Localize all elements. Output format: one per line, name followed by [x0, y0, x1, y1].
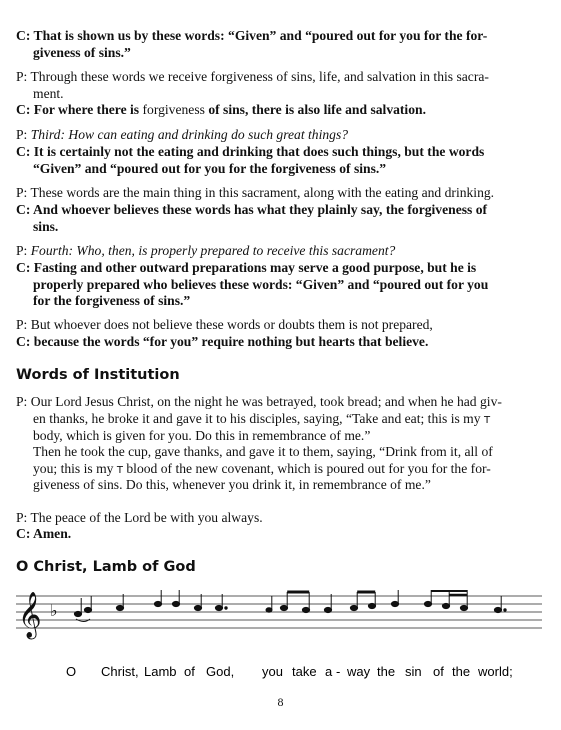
- flat-icon: ♭: [50, 601, 58, 620]
- section-heading-lamb-of-god: O Christ, Lamb of God: [16, 559, 196, 575]
- dialogue-line: P: Fourth: Who, then, is properly prepared to receive this sacrament?: [16, 243, 396, 258]
- institution-line: body, which is given for you. Do this in remembrance of me.”: [33, 428, 371, 443]
- note: [391, 601, 398, 606]
- note: [154, 601, 161, 606]
- dialogue-line: P: But whoever does not believe these words or doubts them is not prepared,: [16, 317, 433, 332]
- music-staff: [14, 590, 544, 660]
- lyric-syllable: of: [433, 664, 444, 679]
- lyric-syllable: the: [452, 664, 471, 679]
- cross-icon: T: [116, 465, 123, 476]
- lyric-syllable: a: [325, 664, 333, 679]
- dialogue-line: C: That is shown us by these words: “Given” and “poured out for you for the for-: [16, 28, 488, 43]
- peace-line: P: The peace of the Lord be with you always.: [16, 510, 263, 525]
- note: [74, 611, 81, 616]
- note: [324, 607, 331, 612]
- note: [368, 603, 375, 608]
- institution-line: Then he took the cup, gave thanks, and gave it to them, saying, “Drink from it, all of: [33, 444, 493, 459]
- dialogue-line: C: And whoever believes these words has what they plainly say, the forgiveness of: [16, 202, 488, 217]
- note: [215, 605, 222, 610]
- treble-clef-icon: 𝄞: [18, 592, 42, 638]
- dialogue-line: C: Fasting and other outward preparations may serve a good purpose, but he is: [16, 260, 477, 275]
- lyric-syllable: you: [262, 664, 283, 679]
- dialogue-line: P: These words are the main thing in this sacrament, along with the eating and drinking.: [16, 185, 495, 200]
- dialogue-line: C: It is certainly not the eating and drinking that does such things, but the words: [16, 144, 485, 159]
- note: [350, 605, 357, 610]
- lyric-syllable: Lamb: [144, 664, 177, 679]
- note: [442, 603, 449, 608]
- note: [494, 607, 501, 612]
- staff-lines: [16, 596, 542, 628]
- note: [116, 605, 123, 610]
- notes: [74, 590, 506, 622]
- dialogue-line: C: For where there is forgiveness of sins, there is also life and salvation.: [16, 102, 426, 117]
- section-heading-words-of-institution: Words of Institution: [16, 367, 180, 383]
- institution-line: you; this is my T blood of the new covenant, which is poured out for you for the for-: [33, 461, 491, 476]
- dialogue-line-cont: properly prepared who believes these words: “Given” and “poured out for you: [33, 277, 489, 292]
- institution-line: en thanks, he broke it and gave it to his disciples, saying, “Take and eat; this is my T: [33, 411, 491, 426]
- dialogue-line-cont: giveness of sins.”: [33, 45, 131, 60]
- institution-line: P: Our Lord Jesus Christ, on the night he was betrayed, took bread; and when he had giv-: [16, 394, 502, 409]
- note: [194, 605, 201, 610]
- dialogue-line: C: because the words “for you” require nothing but hearts that believe.: [16, 334, 429, 349]
- lyric-syllable: O: [66, 664, 77, 679]
- dialogue-line-cont: for the forgiveness of sins.”: [33, 293, 191, 308]
- note: [84, 607, 91, 612]
- amen-line: C: Amen.: [16, 526, 72, 541]
- dialogue-line-cont: “Given” and “poured out for you for the forgiveness of sins.”: [33, 161, 387, 176]
- note: [280, 605, 287, 610]
- cross-icon: T: [483, 415, 491, 426]
- note: [424, 601, 431, 606]
- note: [460, 605, 467, 610]
- lyric-syllable: -: [336, 664, 341, 679]
- lyric-syllable: the: [377, 664, 396, 679]
- note: [172, 601, 179, 606]
- dialogue-line: P: Through these words we receive forgiveness of sins, life, and salvation in this sacra-: [16, 69, 489, 84]
- institution-line: giveness of sins. Do this, whenever you drink it, in remembrance of me.”: [33, 477, 431, 492]
- lyric-syllable: God,: [206, 664, 235, 679]
- note: [302, 607, 309, 612]
- page-number: 8: [277, 695, 284, 709]
- lyric-syllable: of: [184, 664, 195, 679]
- dialogue-line: P: Third: How can eating and drinking do such great things?: [16, 127, 349, 142]
- lyric-syllable: world;: [478, 664, 513, 679]
- lyric-syllable: way: [347, 664, 371, 679]
- lyric-syllable: Christ,: [101, 664, 139, 679]
- lyric-syllable: take: [292, 664, 317, 679]
- lyric-syllable: sin: [405, 664, 422, 679]
- dialogue-line-cont: ment.: [33, 86, 64, 101]
- note: [266, 608, 272, 612]
- dialogue-line-cont: sins.: [33, 219, 59, 234]
